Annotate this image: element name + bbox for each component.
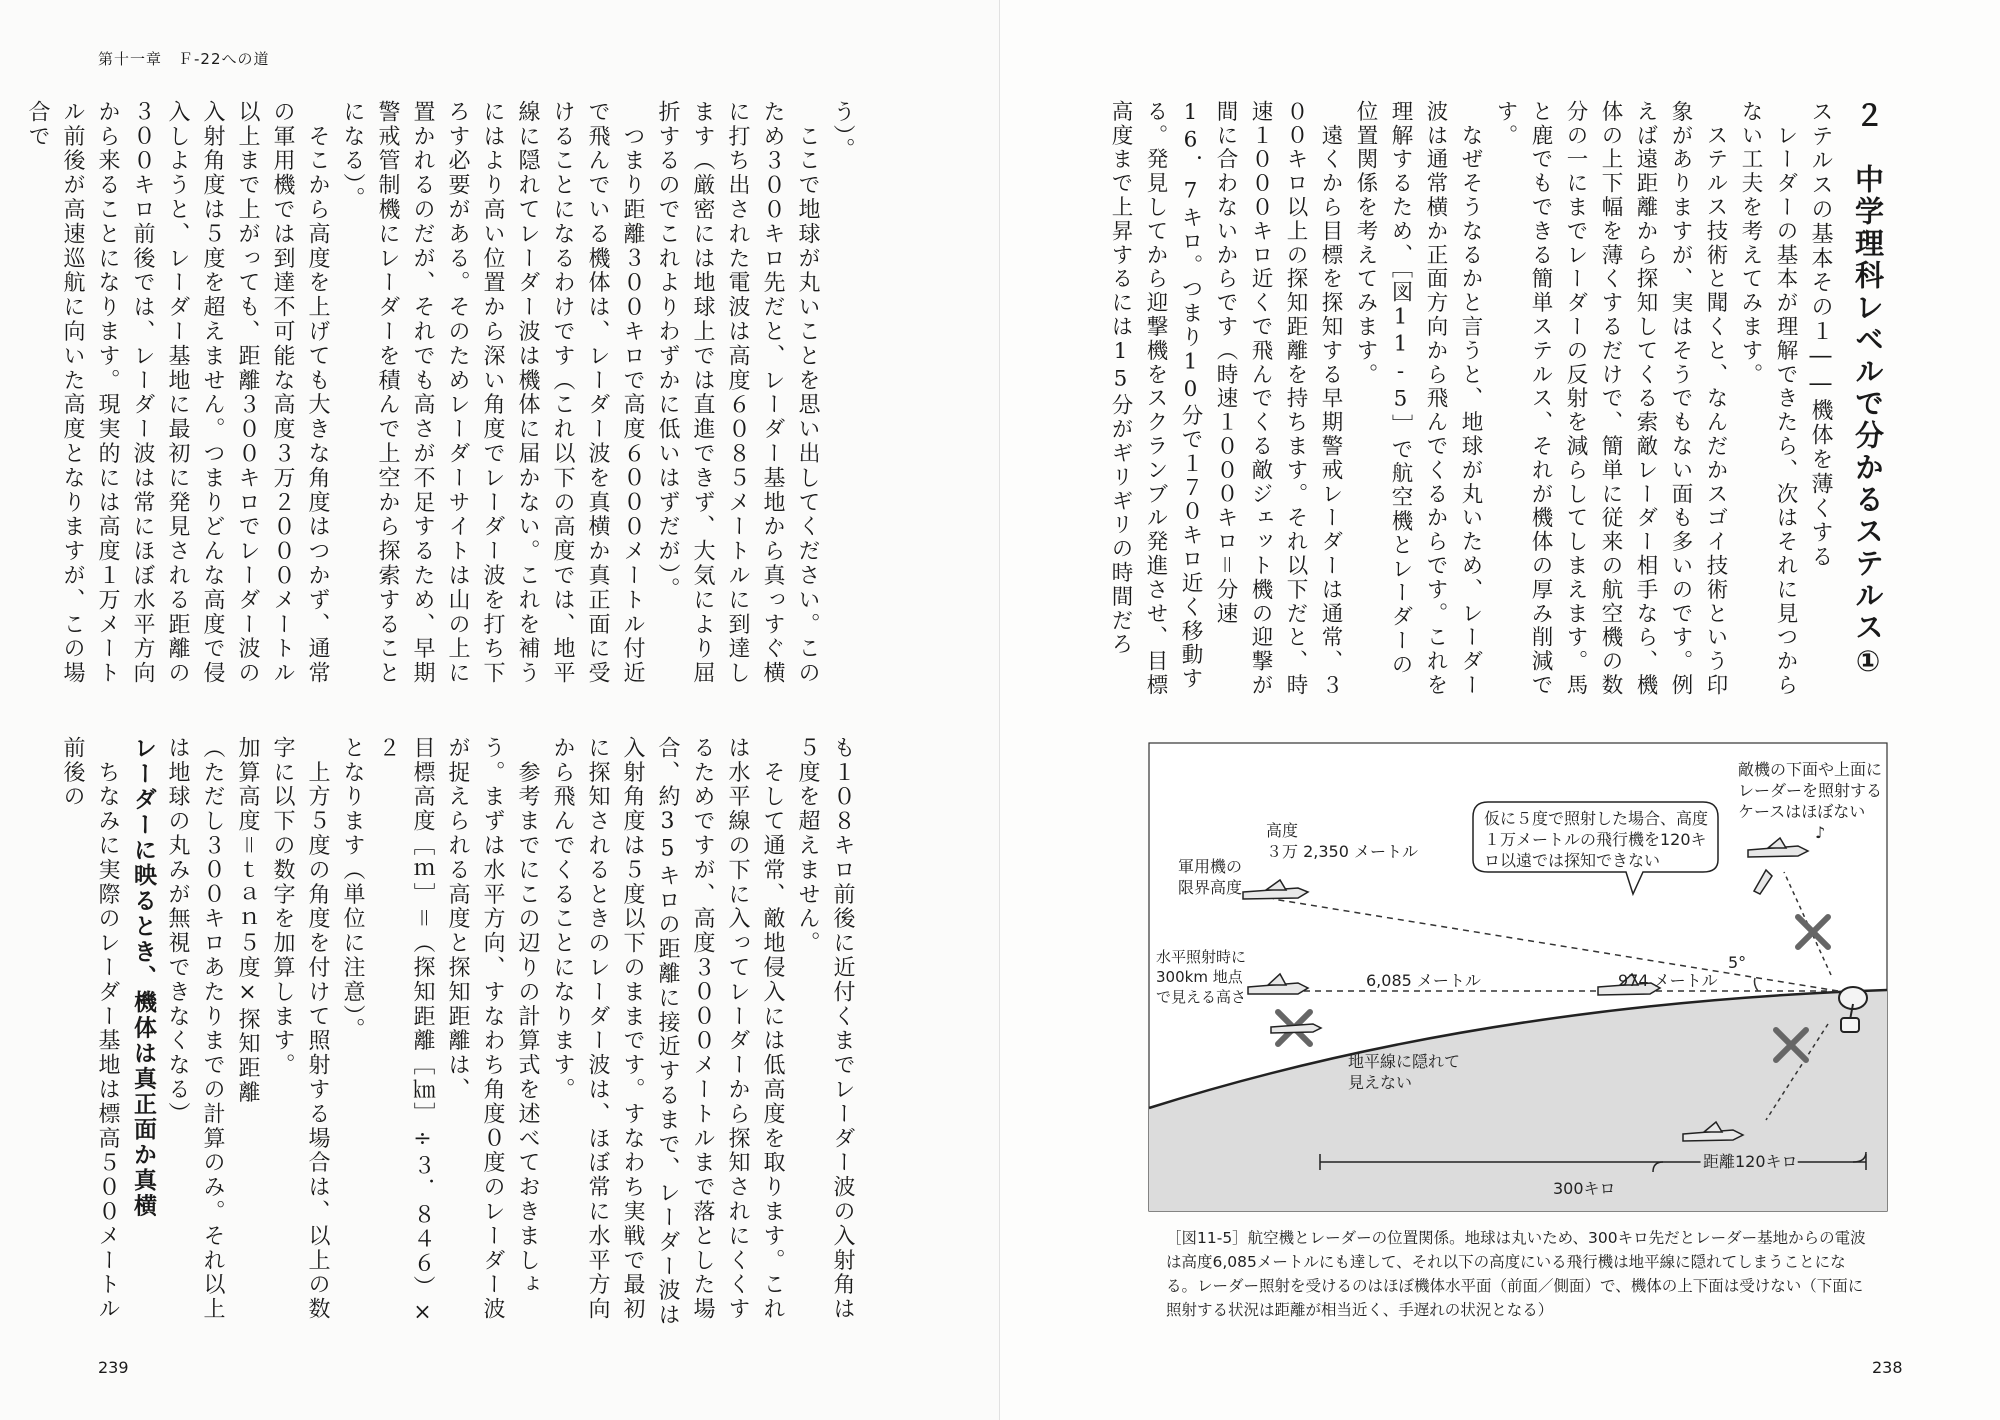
altitude-value-label: ３万 2,350 メートル	[1266, 842, 1418, 861]
running-head: 第十一章 Ｆ-22への道	[98, 50, 270, 68]
formula-line: 加算高度＝ｔａｎ５度×探知距離	[235, 736, 260, 1105]
altitude-label: 高度	[1266, 821, 1299, 840]
text-paragraph: なぜそうなるかと言うと、地球が丸いため、レーダー波は通常横か正面方向から飛んでくるからです。これを理解するため、［図11-5］で航空機とレーダーの位置関係を考えてみます。	[1353, 100, 1483, 698]
height-6085-label: 6,085 メートル	[1366, 971, 1481, 990]
text-paragraph: 遠くから目標を探知する早期警戒レーダーは通常、３００キロ以上の探知距離を持ちます。それ以下だと、時速１０００キロ近くで飛んでくる敵ジェット機の迎撃が間に合わないからです（時速１０００キロ＝分速16．7キロ。つまり10分で１７０キロ近く移動する。発見してから迎撃機をスクランブル発進させ、目標高度まで上昇するには15分がギリギリの時間だろ	[1108, 100, 1343, 698]
enemy-surface-label-1: 敵機の下面や上面に	[1738, 760, 1883, 779]
text-paragraph: 参考までにこの辺りの計算式を述べておきましょう。まずは水平方向、すなわち角度０度のレーダー波が捉えられる高度と探知距離は、	[445, 736, 540, 1322]
text-paragraph: となります（単位に注意）。	[340, 736, 365, 1043]
page-number: 239	[98, 1358, 129, 1377]
radar-diagram	[1148, 742, 1888, 1212]
horizontal-label-3: で見える高さ	[1156, 988, 1247, 1006]
text-paragraph: 上方５度の角度を付けて照射する場合は、以上の数字に以下の数字を加算します。	[270, 736, 330, 1322]
horizontal-label-1: 水平照射時に	[1156, 948, 1247, 966]
left-top-text	[25, 100, 860, 700]
enemy-surface-label-2: レーダーを照射する	[1738, 781, 1883, 800]
text-paragraph: そこから高度を上げても大きな角度はつかず、通常の軍用機では到達不可能な高度３万２０００メートル以上まで上がっても、距離３００キロでレーダー波の入射角度は５度を超えません。つまりどんな高度で侵入しようと、レーダー基地に最初に発見される距離の３００キロ前後では、レーダー波は常にほぼ水平方向から来ることになります。現実的には高度１万メートル前後が高速巡航に向いた高度となりますが、この場合で	[25, 100, 330, 686]
text-paragraph: そして通常、敵地侵入には低高度を取ります。これは水平線の下に入ってレーダーから探知されにくくするためですが、高度３０００メートルまで落とした場合、約35キロの距離に接近するまで、レーダー波は入射角度は５度以下のままです。すなわち実戦で最初に探知されるときのレーダー波は、ほぼ常に水平方向から飛んでくることになります。	[550, 736, 785, 1328]
enemy-surface-label-3: ケースはほぼない	[1738, 802, 1866, 821]
text-paragraph: つまり距離３００キロで高度６０００メートル付近で飛んでいる機体は、レーダー波を真横か真正面に受けることになるわけです（これ以下の高度では、地平線に隠れてレーダー波は機体に届かない。これを補うにはより高い位置から深い角度でレーダー波を打ち下ろす必要がある。そのためレーダーサイトは山の上に置かれるのだが、それでも高さが不足するため、早期警戒管制機にレーダーを積んで上空から探索することになる）。	[340, 100, 645, 686]
radar-figure	[1148, 742, 1888, 1212]
text-paragraph: ステルス技術と聞くと、なんだかスゴイ技術という印象がありますが、実はそうでもない面も多いのです。例えば遠距離から探知してくる索敵レーダー相手なら、機体の上下幅を薄くするだけで、簡単に従来の航空機の数分の一にまでレーダーの反射を減らしてしまえます。馬と鹿でもできる簡単ステルス、それが機体の厚み削減です。	[1493, 100, 1728, 698]
hidden-label-2: 見えない	[1348, 1073, 1413, 1092]
music-note-icon: ♪	[1815, 823, 1826, 842]
limit-label-1: 軍用機の	[1178, 857, 1243, 876]
horizontal-label-2: 300km 地点	[1156, 968, 1243, 986]
limit-label-2: 限界高度	[1178, 878, 1243, 897]
bubble-line-1: 仮に５度で照射した場合、高度	[1484, 809, 1709, 828]
text-paragraph: ここで地球が丸いことを思い出してください。このため３００キロ先だと、レーダー基地から真っすぐ横に打ち出された電波は高度６０８５メートルに到達します（厳密には地球上では直進できず、大気により屈折するのでこれよりわずかに低いはずだが）。	[655, 100, 820, 686]
text-paragraph: レーダーの基本が理解できたら、次はそれに見つからない工夫を考えてみます。	[1738, 100, 1798, 698]
text-paragraph: も１０８キロ前後に近付くまでレーダー波の入射角は５度を超えません。	[795, 736, 855, 1322]
left-bottom-text	[60, 736, 860, 1336]
figure-caption: ［図11-5］航空機とレーダーの位置関係。地球は丸いため、300キロ先だとレーダー基地からの電波は高度6,085メートルにも達して、それ以下の高度にいる飛行機は地平線に隠れてしまうことになる。レーダー照射を受けるのはほぼ機体水平面（前面／側面）で、機体の上下面は受けない（下面に照射する状況は距離が相当近く、手遅れの状況となる）	[1166, 1229, 1866, 1319]
text-paragraph: （ただし３００キロあたりまでの計算のみ。それ以上は地球の丸みが無視できなくなる）	[165, 736, 225, 1322]
text-paragraph: う）。	[830, 100, 855, 163]
distance-300-label: 300キロ	[1553, 1179, 1616, 1198]
hidden-label-1: 地平線に隠れて	[1348, 1052, 1461, 1071]
height-974-label: 974 メートル	[1618, 971, 1718, 990]
five-degree-label: 5°	[1728, 953, 1747, 972]
distance-120-label: 距離120キロ	[1703, 1152, 1798, 1171]
sub-heading: ステルスの基本その１――機体を薄くする	[1808, 100, 1833, 570]
chapter-heading: ２ 中学理科レベルで分かるステルス①	[1851, 100, 1885, 681]
formula-line: 目標高度［ｍ］＝（探知距離［㎞］÷３．８４６）×２	[375, 736, 435, 1328]
text-paragraph: ちなみに実際のレーダー基地は標高５００メートル前後の	[60, 736, 120, 1322]
section-heading: レーダーに映るとき、機体は真正面か真横	[130, 736, 156, 1219]
page-number: 238	[1872, 1358, 1903, 1377]
right-top-text	[1108, 100, 1885, 700]
bubble-line-2: １万メートルの飛行機を120キ	[1484, 830, 1707, 849]
bubble-line-3: ロ以遠では探知できない	[1484, 851, 1661, 870]
